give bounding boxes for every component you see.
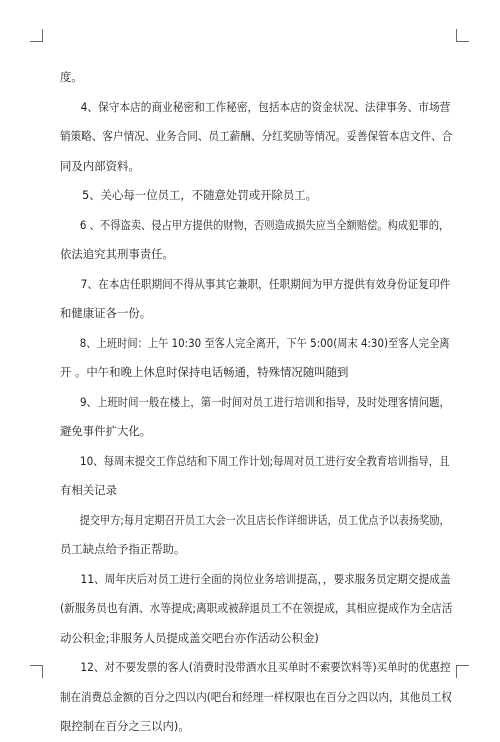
crop-mark-top-right xyxy=(456,29,469,42)
text-line: 员工缺点给予指正帮助。 xyxy=(60,542,186,556)
text-line: 限控制在百分之三以内)。 xyxy=(60,719,190,733)
text-line: 动公积金;非服务人员提成盖交吧台亦作活动公积金) xyxy=(60,630,319,645)
document-body xyxy=(60,63,452,742)
crop-mark-top-left xyxy=(30,29,43,42)
text-line: 11、周年庆后对员工进行全面的岗位业务培训提高，，要求服务员定期交提成盖 xyxy=(80,571,451,586)
text-line: 9、上班时间一般在楼上，第一时间对员工进行培训和指导，及时处理客情问题， xyxy=(80,394,450,409)
text-line: 和健康证各一份。 xyxy=(60,306,152,320)
text-line: 度。 xyxy=(60,70,83,84)
text-line: 制在消费总金额的百分之四以内(吧台和经理一样权限也在百分之四以内，其他员工权 xyxy=(60,689,452,704)
text-line: 提交甲方;每月定期召开员工大会一次且店长作详细讲话，员工优点予以表扬奖励， xyxy=(79,512,450,527)
text-line: 6 、不得盗卖、侵占甲方提供的财物，否则造成损失应当全额赔偿。构成犯罪的， xyxy=(79,217,450,232)
text-line: 开 。中午和晚上休息时保持电话畅通，特殊情况随叫随到 xyxy=(60,365,349,379)
text-line: 依法追究其刑事责任。 xyxy=(60,247,174,261)
crop-mark-bottom-right xyxy=(456,665,469,678)
text-line: 4、保守本店的商业秘密和工作秘密，包括本店的资金状况、法律事务、市场营 xyxy=(80,99,451,114)
text-line: 同及内部资料。 xyxy=(60,158,140,173)
text-line: 销策略、客户情况、业务合同、员工薪酬、分红奖励等情况。妥善保管本店文件、合 xyxy=(60,129,453,143)
text-line: (新服务员也有酒、水等提成;离职或被辞退员工不在领提成，其相应提成作为全店活 xyxy=(60,601,453,615)
text-line: 12、对不要发票的客人(消费时没带酒水且买单时不索要饮料等)买单时的优惠控 xyxy=(80,660,451,674)
text-line: 5、关心每一位员工，不随意处罚或开除员工。 xyxy=(82,188,318,202)
text-line: 有相关记录 xyxy=(60,483,117,497)
text-line: 8、上班时间：上午 10:30 至客人完全离开，下午 5:00(周末 4:30)至客人完全离 xyxy=(79,335,450,350)
crop-mark-bottom-left xyxy=(30,665,43,678)
text-line: 避免事件扩大化。 xyxy=(60,424,152,438)
text-line: 10、每周末提交工作总结和下周工作计划;每周对员工进行安全教育培训指导，且 xyxy=(80,453,450,468)
text-line: 7、在本店任职期间不得从事其它兼职，任职期间为甲方提供有效身份证复印件 xyxy=(80,276,451,291)
